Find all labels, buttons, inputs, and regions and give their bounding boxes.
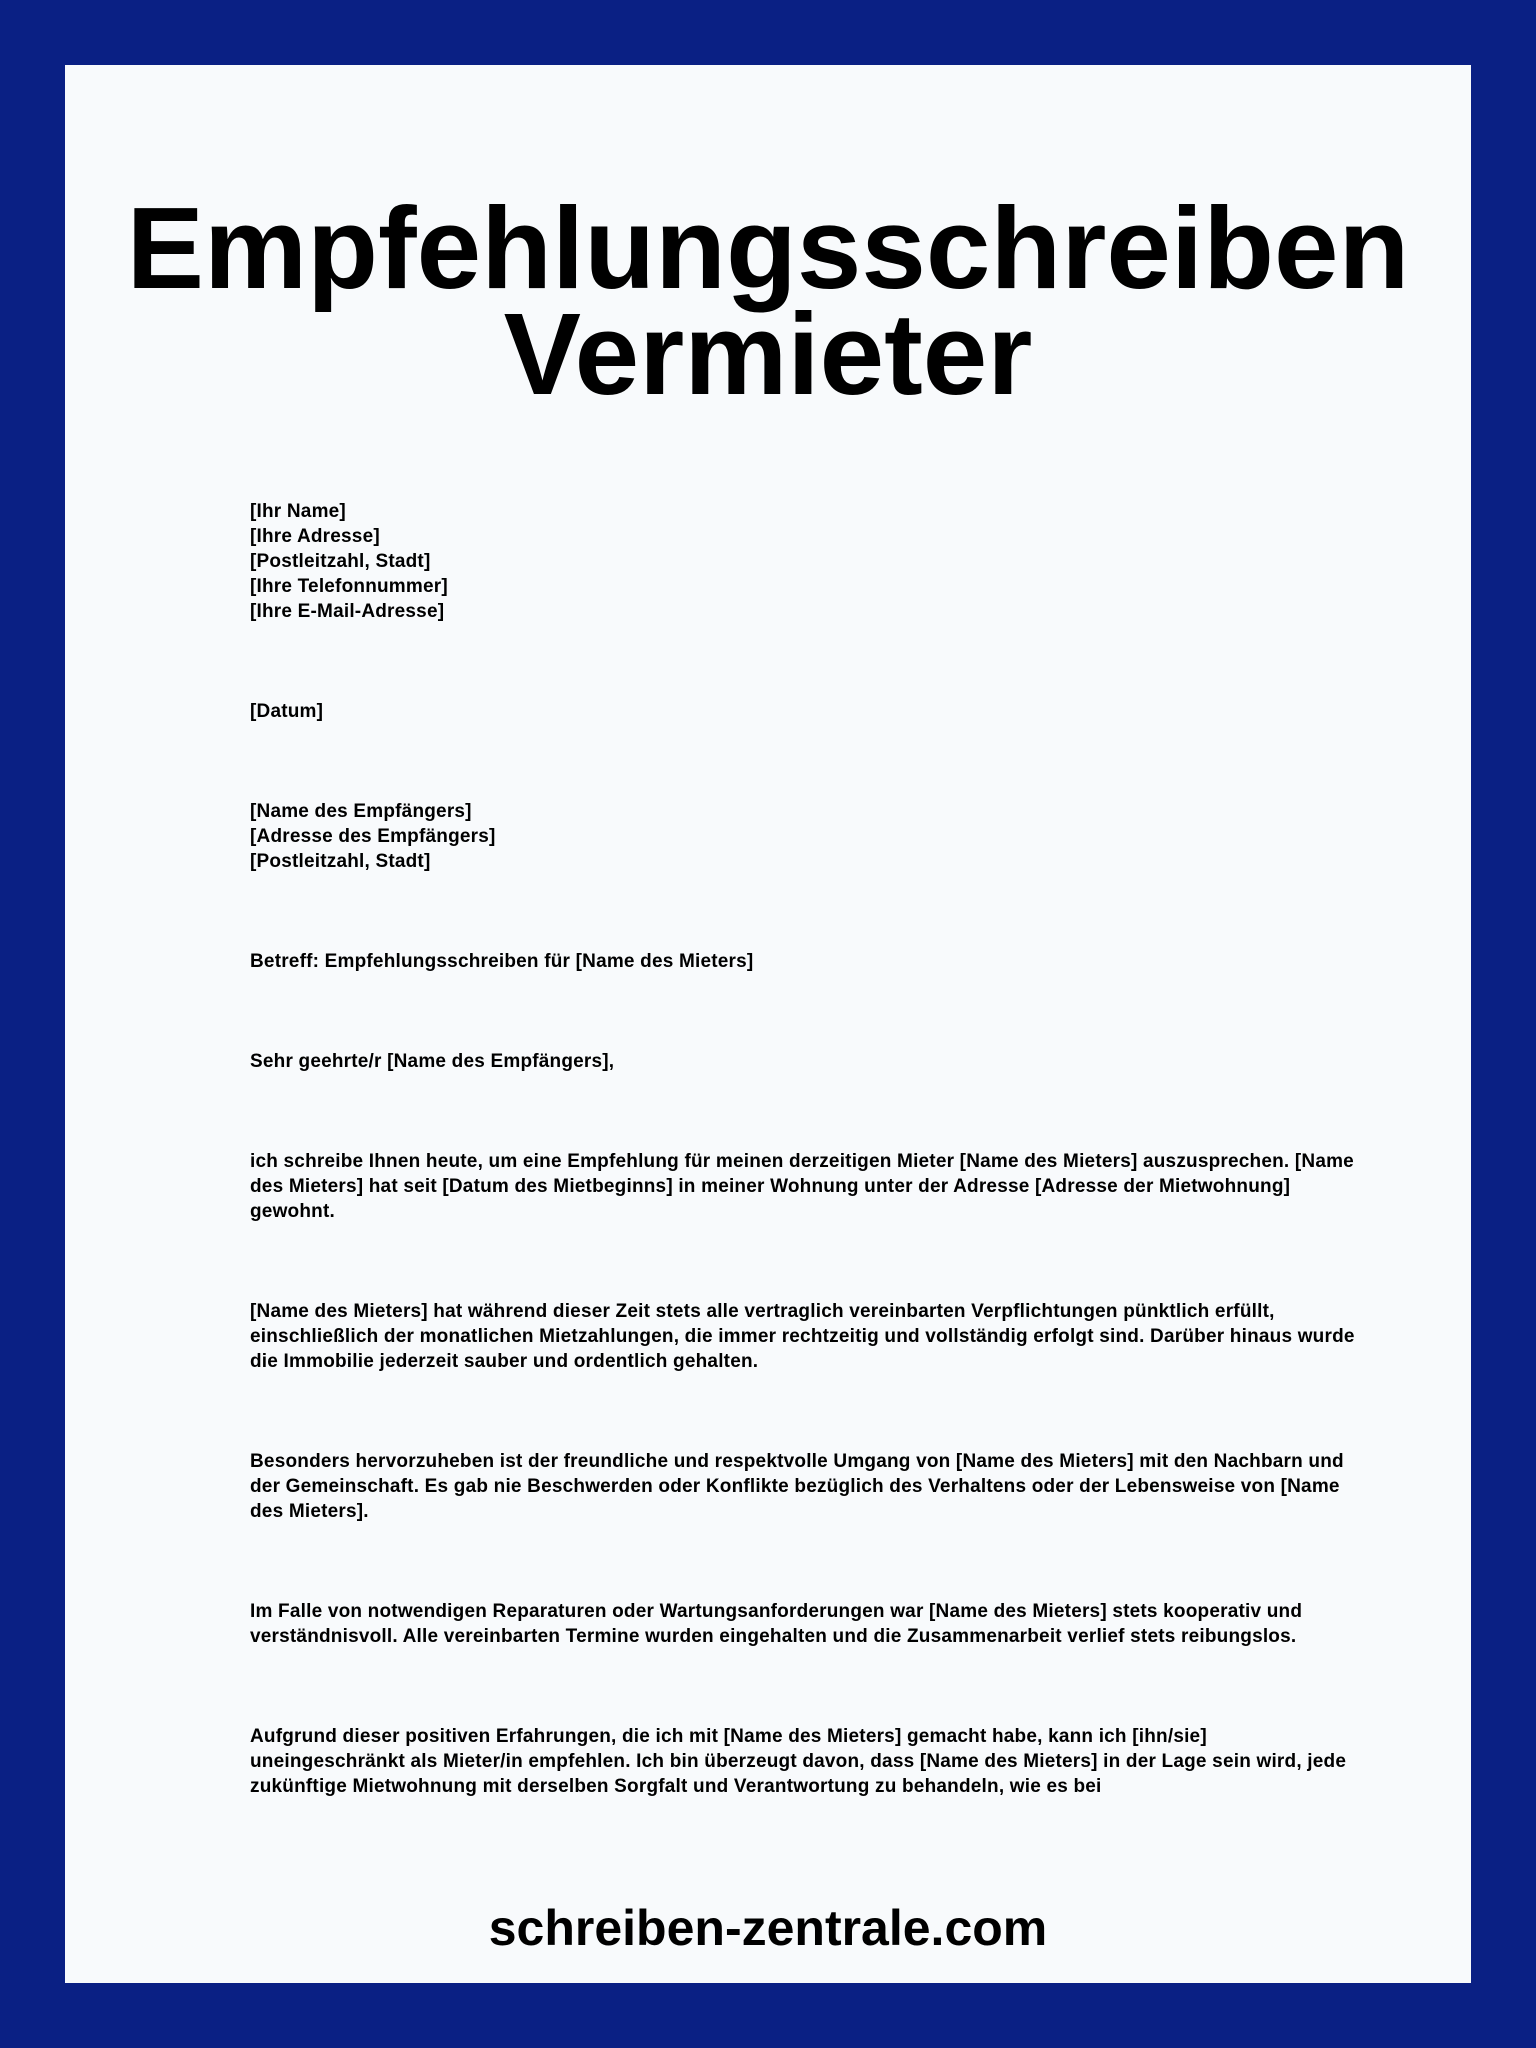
sender-address: [Ihre Adresse] [250, 526, 380, 547]
paragraph: Besonders hervorzuheben ist der freundliche und respektvolle Umgang von [Name des Mieters] mit den Nachbarn und der Gemeinschaft. Es gab nie Beschwerden oder Konflikte bezüglich des Verhaltens oder der Lebensweise von [Name des Mieters]. [250, 1451, 1344, 1522]
recipient-block [250, 799, 1360, 874]
letter-body [250, 499, 1360, 1874]
footer-website: schreiben-zentrale.com [488, 1900, 1048, 1956]
sender-email: [Ihre E-Mail-Adresse] [250, 601, 445, 622]
paragraph: Aufgrund dieser positiven Erfahrungen, die ich mit [Name des Mieters] gemacht habe, kann ich [ihn/sie] uneingeschränkt als Mieter/in empfehlen. Ich bin überzeugt davon, dass [Name des Mieters] in der Lage sein wird, jede zukünftige Mietwohnung mit derselben Sorgfalt und Verantwortung zu behandeln, wie es bei [250, 1726, 1347, 1797]
title-line-1: Empfehlungsschreiben [126, 183, 1410, 313]
sender-block [250, 499, 1360, 624]
paragraph: [Name des Mieters] hat während dieser Zeit stets alle vertraglich vereinbarten Verpflichtungen pünktlich erfüllt, einschließlich der monatlichen Mietzahlungen, die immer rechtzeitig und vollständig erfolgt sind. Darüber hinaus wurde die Immobilie jederzeit sauber und ordentlich gehalten. [250, 1301, 1355, 1372]
sender-name: [Ihr Name] [250, 501, 346, 522]
recipient-city: [Postleitzahl, Stadt] [250, 851, 431, 872]
salutation-block [250, 1049, 1360, 1074]
page-title [65, 183, 1471, 419]
date-block [250, 699, 1360, 724]
sender-city: [Postleitzahl, Stadt] [250, 551, 431, 572]
recipient-address: [Adresse des Empfängers] [250, 826, 496, 847]
letter-date: [Datum] [250, 701, 324, 722]
subject-block [250, 949, 1360, 974]
recipient-name: [Name des Empfängers] [250, 801, 472, 822]
paragraph: ich schreibe Ihnen heute, um eine Empfehlung für meinen derzeitigen Mieter [Name des Mieters] auszusprechen. [Name des Mieters] hat seit [Datum des Mietbeginns] in meiner Wohnung unter der Adresse [Adresse der Mietwohnung] gewohnt. [250, 1151, 1354, 1222]
title-line-2: Vermieter [503, 289, 1033, 419]
document-page [65, 65, 1471, 1983]
paragraph: Im Falle von notwendigen Reparaturen oder Wartungsanforderungen war [Name des Mieters] stets kooperativ und verständnisvoll. Alle vereinbarten Termine wurden eingehalten und die Zusammenarbeit verlief stets reibungslos. [250, 1601, 1303, 1647]
letter-subject: Betreff: Empfehlungsschreiben für [Name des Mieters] [250, 951, 754, 972]
sender-phone: [Ihre Telefonnummer] [250, 576, 448, 597]
letter-salutation: Sehr geehrte/r [Name des Empfängers], [250, 1051, 615, 1072]
